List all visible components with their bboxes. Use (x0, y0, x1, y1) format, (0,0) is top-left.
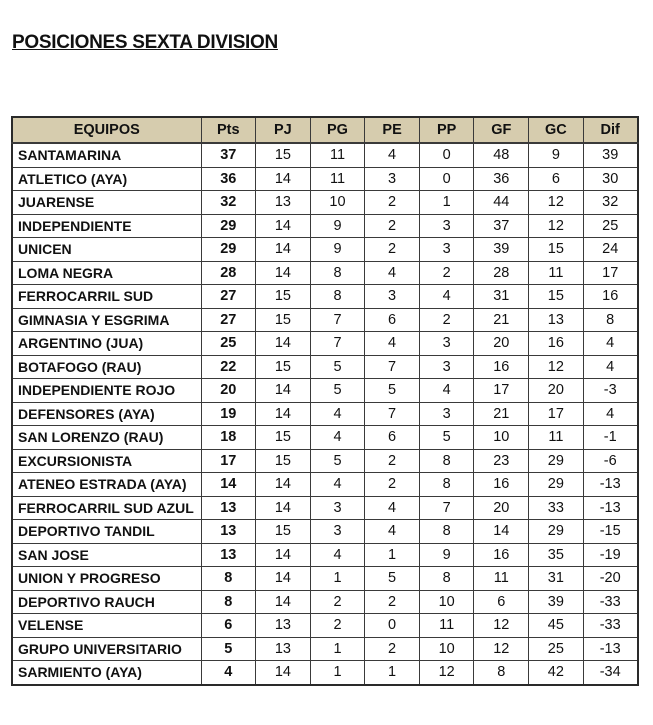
cell-pp: 3 (419, 355, 474, 379)
cell-gf: 12 (474, 614, 529, 638)
page-title: POSICIONES SEXTA DIVISION (12, 32, 278, 53)
cell-pe: 1 (365, 661, 420, 685)
cell-gc: 29 (529, 449, 584, 473)
cell-pg: 11 (310, 143, 365, 167)
cell-dif: 4 (583, 402, 638, 426)
cell-gc: 9 (529, 143, 584, 167)
table-row (12, 214, 638, 238)
cell-pts: 8 (201, 590, 256, 614)
cell-pp: 3 (419, 332, 474, 356)
cell-pe: 4 (365, 520, 420, 544)
table-row (12, 567, 638, 591)
cell-pp: 10 (419, 637, 474, 661)
cell-pts: 37 (201, 143, 256, 167)
cell-pe: 7 (365, 402, 420, 426)
cell-pj: 14 (256, 661, 311, 685)
cell-team: SARMIENTO (AYA) (12, 661, 201, 685)
cell-pts: 20 (201, 379, 256, 403)
table-row (12, 285, 638, 309)
cell-gf: 16 (474, 355, 529, 379)
cell-pg: 5 (310, 449, 365, 473)
cell-pts: 8 (201, 567, 256, 591)
cell-pj: 15 (256, 520, 311, 544)
cell-dif: 8 (583, 308, 638, 332)
col-header-pts: Pts (201, 117, 256, 143)
cell-pg: 4 (310, 426, 365, 450)
cell-pts: 27 (201, 285, 256, 309)
cell-gc: 6 (529, 167, 584, 191)
cell-pp: 8 (419, 567, 474, 591)
cell-pts: 28 (201, 261, 256, 285)
table-row (12, 661, 638, 685)
cell-team: JUARENSE (12, 191, 201, 215)
cell-team: UNION Y PROGRESO (12, 567, 201, 591)
table-row (12, 614, 638, 638)
cell-team: UNICEN (12, 238, 201, 262)
cell-pe: 5 (365, 567, 420, 591)
cell-pj: 13 (256, 191, 311, 215)
cell-team: DEPORTIVO TANDIL (12, 520, 201, 544)
cell-pp: 3 (419, 238, 474, 262)
cell-dif: -13 (583, 473, 638, 497)
cell-gf: 37 (474, 214, 529, 238)
cell-gf: 23 (474, 449, 529, 473)
cell-pj: 14 (256, 567, 311, 591)
cell-pp: 10 (419, 590, 474, 614)
cell-pj: 13 (256, 637, 311, 661)
table-row (12, 543, 638, 567)
cell-pp: 3 (419, 214, 474, 238)
cell-pg: 1 (310, 567, 365, 591)
cell-gf: 48 (474, 143, 529, 167)
cell-team: ATLETICO (AYA) (12, 167, 201, 191)
col-header-dif: Dif (583, 117, 638, 143)
cell-team: DEFENSORES (AYA) (12, 402, 201, 426)
table-row (12, 473, 638, 497)
cell-gf: 39 (474, 238, 529, 262)
cell-pg: 7 (310, 332, 365, 356)
table-row (12, 355, 638, 379)
cell-pts: 6 (201, 614, 256, 638)
cell-pj: 15 (256, 308, 311, 332)
cell-pp: 8 (419, 473, 474, 497)
cell-pg: 4 (310, 543, 365, 567)
cell-pp: 0 (419, 143, 474, 167)
cell-dif: -6 (583, 449, 638, 473)
cell-gc: 29 (529, 520, 584, 544)
cell-team: ARGENTINO (JUA) (12, 332, 201, 356)
cell-pp: 8 (419, 520, 474, 544)
table-row (12, 496, 638, 520)
cell-pj: 14 (256, 332, 311, 356)
cell-pts: 13 (201, 520, 256, 544)
cell-pp: 11 (419, 614, 474, 638)
cell-pe: 2 (365, 214, 420, 238)
cell-pts: 17 (201, 449, 256, 473)
cell-pj: 14 (256, 238, 311, 262)
cell-gc: 15 (529, 238, 584, 262)
cell-pts: 14 (201, 473, 256, 497)
cell-pe: 2 (365, 191, 420, 215)
cell-pp: 8 (419, 449, 474, 473)
cell-team: GIMNASIA Y ESGRIMA (12, 308, 201, 332)
cell-gc: 15 (529, 285, 584, 309)
cell-team: FERROCARRIL SUD AZUL (12, 496, 201, 520)
cell-pj: 14 (256, 379, 311, 403)
cell-gc: 45 (529, 614, 584, 638)
cell-team: SAN LORENZO (RAU) (12, 426, 201, 450)
cell-gc: 12 (529, 191, 584, 215)
col-header-pj: PJ (256, 117, 311, 143)
cell-dif: -19 (583, 543, 638, 567)
cell-gc: 16 (529, 332, 584, 356)
col-header-pe: PE (365, 117, 420, 143)
cell-pts: 25 (201, 332, 256, 356)
cell-pp: 2 (419, 261, 474, 285)
cell-pg: 9 (310, 238, 365, 262)
cell-pe: 2 (365, 238, 420, 262)
cell-pp: 3 (419, 402, 474, 426)
cell-dif: 17 (583, 261, 638, 285)
cell-pe: 5 (365, 379, 420, 403)
cell-gc: 33 (529, 496, 584, 520)
cell-pg: 1 (310, 637, 365, 661)
cell-pj: 15 (256, 143, 311, 167)
cell-dif: 16 (583, 285, 638, 309)
cell-pj: 15 (256, 355, 311, 379)
table-row (12, 308, 638, 332)
cell-gf: 12 (474, 637, 529, 661)
cell-gc: 17 (529, 402, 584, 426)
cell-gf: 36 (474, 167, 529, 191)
cell-dif: 25 (583, 214, 638, 238)
cell-gf: 17 (474, 379, 529, 403)
table-row (12, 637, 638, 661)
col-header-gc: GC (529, 117, 584, 143)
cell-pp: 2 (419, 308, 474, 332)
cell-gf: 20 (474, 332, 529, 356)
cell-team: INDEPENDIENTE (12, 214, 201, 238)
cell-pp: 9 (419, 543, 474, 567)
cell-pg: 5 (310, 355, 365, 379)
cell-gc: 12 (529, 214, 584, 238)
cell-pe: 2 (365, 590, 420, 614)
cell-pe: 3 (365, 285, 420, 309)
cell-pp: 4 (419, 285, 474, 309)
cell-pe: 1 (365, 543, 420, 567)
cell-dif: -33 (583, 614, 638, 638)
cell-pts: 29 (201, 238, 256, 262)
cell-dif: -15 (583, 520, 638, 544)
cell-pts: 19 (201, 402, 256, 426)
cell-gc: 13 (529, 308, 584, 332)
cell-dif: 30 (583, 167, 638, 191)
cell-pts: 22 (201, 355, 256, 379)
cell-gc: 35 (529, 543, 584, 567)
cell-pg: 5 (310, 379, 365, 403)
table-row (12, 261, 638, 285)
cell-gc: 12 (529, 355, 584, 379)
cell-gf: 16 (474, 473, 529, 497)
cell-pe: 2 (365, 449, 420, 473)
table-row (12, 590, 638, 614)
cell-dif: -20 (583, 567, 638, 591)
cell-pj: 15 (256, 285, 311, 309)
cell-gf: 14 (474, 520, 529, 544)
cell-pj: 14 (256, 473, 311, 497)
cell-pg: 11 (310, 167, 365, 191)
cell-pts: 29 (201, 214, 256, 238)
cell-gf: 20 (474, 496, 529, 520)
cell-team: VELENSE (12, 614, 201, 638)
table-body (12, 143, 638, 685)
cell-pe: 6 (365, 426, 420, 450)
cell-dif: -13 (583, 637, 638, 661)
cell-pg: 4 (310, 473, 365, 497)
cell-pj: 13 (256, 614, 311, 638)
cell-gf: 21 (474, 402, 529, 426)
table-row (12, 426, 638, 450)
cell-gf: 28 (474, 261, 529, 285)
cell-team: GRUPO UNIVERSITARIO (12, 637, 201, 661)
cell-pe: 2 (365, 637, 420, 661)
table-row (12, 520, 638, 544)
cell-team: SAN JOSE (12, 543, 201, 567)
cell-pts: 18 (201, 426, 256, 450)
cell-pe: 3 (365, 167, 420, 191)
cell-pg: 4 (310, 402, 365, 426)
cell-dif: 39 (583, 143, 638, 167)
cell-dif: -1 (583, 426, 638, 450)
table-row (12, 379, 638, 403)
cell-pts: 5 (201, 637, 256, 661)
cell-pg: 3 (310, 496, 365, 520)
header-row (12, 117, 638, 143)
cell-pe: 6 (365, 308, 420, 332)
cell-pe: 4 (365, 143, 420, 167)
cell-dif: 32 (583, 191, 638, 215)
cell-gc: 20 (529, 379, 584, 403)
cell-pp: 12 (419, 661, 474, 685)
cell-pts: 27 (201, 308, 256, 332)
cell-pg: 7 (310, 308, 365, 332)
cell-pts: 36 (201, 167, 256, 191)
cell-gc: 42 (529, 661, 584, 685)
cell-team: LOMA NEGRA (12, 261, 201, 285)
cell-pj: 14 (256, 402, 311, 426)
cell-pg: 10 (310, 191, 365, 215)
table-row (12, 332, 638, 356)
cell-pg: 2 (310, 590, 365, 614)
cell-dif: 24 (583, 238, 638, 262)
cell-pg: 3 (310, 520, 365, 544)
cell-pts: 13 (201, 543, 256, 567)
cell-gc: 11 (529, 261, 584, 285)
cell-pp: 7 (419, 496, 474, 520)
col-header-pp: PP (419, 117, 474, 143)
col-header-gf: GF (474, 117, 529, 143)
cell-dif: -34 (583, 661, 638, 685)
cell-team: SANTAMARINA (12, 143, 201, 167)
cell-gf: 16 (474, 543, 529, 567)
cell-pp: 0 (419, 167, 474, 191)
cell-pg: 8 (310, 285, 365, 309)
cell-pe: 0 (365, 614, 420, 638)
cell-gf: 11 (474, 567, 529, 591)
table-row (12, 191, 638, 215)
cell-pj: 14 (256, 214, 311, 238)
cell-pj: 14 (256, 590, 311, 614)
col-header-equipos: EQUIPOS (12, 117, 201, 143)
cell-gc: 31 (529, 567, 584, 591)
cell-pp: 5 (419, 426, 474, 450)
cell-gf: 44 (474, 191, 529, 215)
cell-dif: -33 (583, 590, 638, 614)
cell-gc: 25 (529, 637, 584, 661)
cell-dif: -3 (583, 379, 638, 403)
col-header-pg: PG (310, 117, 365, 143)
cell-pj: 14 (256, 543, 311, 567)
cell-pe: 7 (365, 355, 420, 379)
cell-dif: 4 (583, 355, 638, 379)
cell-team: DEPORTIVO RAUCH (12, 590, 201, 614)
cell-team: EXCURSIONISTA (12, 449, 201, 473)
cell-pj: 14 (256, 261, 311, 285)
cell-pg: 8 (310, 261, 365, 285)
table-row (12, 238, 638, 262)
cell-gc: 11 (529, 426, 584, 450)
cell-team: INDEPENDIENTE ROJO (12, 379, 201, 403)
table-row (12, 449, 638, 473)
cell-pe: 2 (365, 473, 420, 497)
cell-pg: 9 (310, 214, 365, 238)
cell-team: BOTAFOGO (RAU) (12, 355, 201, 379)
cell-pts: 32 (201, 191, 256, 215)
cell-gf: 21 (474, 308, 529, 332)
cell-pj: 15 (256, 426, 311, 450)
cell-gf: 10 (474, 426, 529, 450)
cell-pe: 4 (365, 496, 420, 520)
cell-pj: 15 (256, 449, 311, 473)
cell-pj: 14 (256, 496, 311, 520)
cell-pp: 1 (419, 191, 474, 215)
cell-pts: 13 (201, 496, 256, 520)
table-row (12, 167, 638, 191)
cell-gf: 31 (474, 285, 529, 309)
cell-pe: 4 (365, 332, 420, 356)
cell-dif: -13 (583, 496, 638, 520)
cell-pg: 2 (310, 614, 365, 638)
cell-team: ATENEO ESTRADA (AYA) (12, 473, 201, 497)
cell-dif: 4 (583, 332, 638, 356)
cell-gc: 29 (529, 473, 584, 497)
cell-pp: 4 (419, 379, 474, 403)
cell-gf: 8 (474, 661, 529, 685)
standings-table (11, 116, 639, 686)
cell-pts: 4 (201, 661, 256, 685)
cell-pg: 1 (310, 661, 365, 685)
cell-pj: 14 (256, 167, 311, 191)
cell-gf: 6 (474, 590, 529, 614)
cell-team: FERROCARRIL SUD (12, 285, 201, 309)
table-row (12, 143, 638, 167)
cell-pe: 4 (365, 261, 420, 285)
cell-gc: 39 (529, 590, 584, 614)
table-row (12, 402, 638, 426)
